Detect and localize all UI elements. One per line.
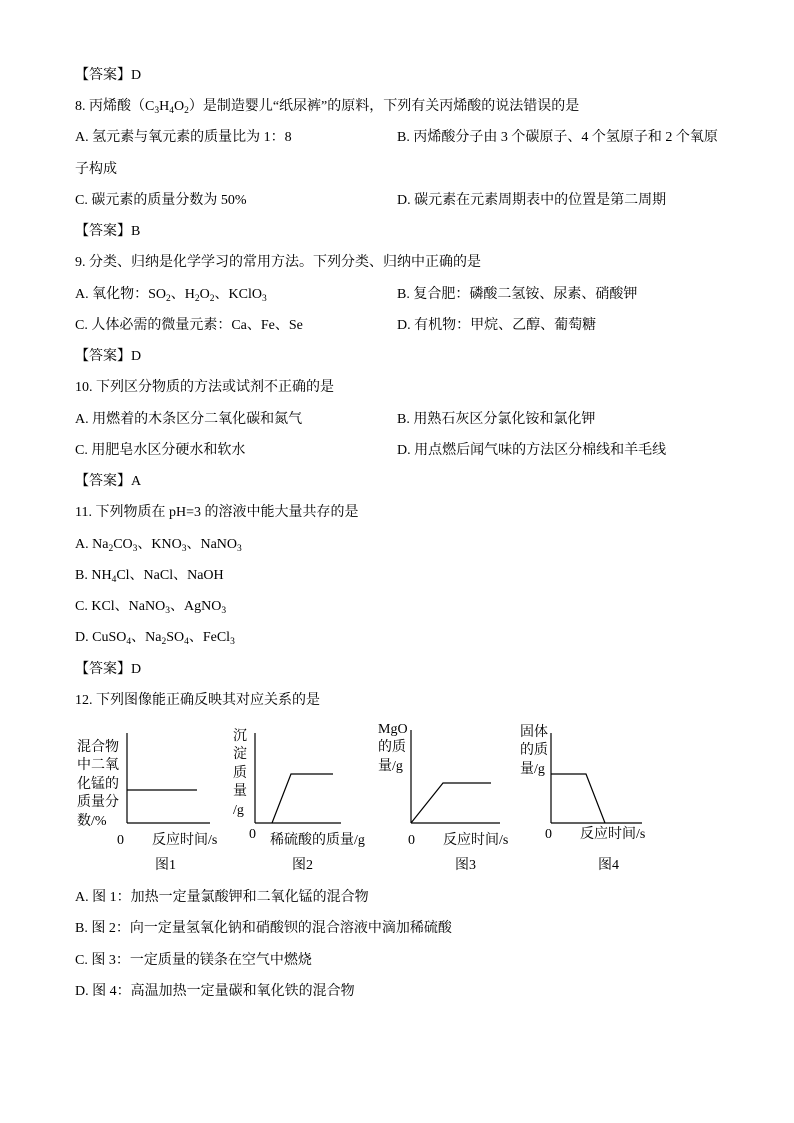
figure-3-curve (411, 783, 491, 823)
q9-option-b: B. 复合肥：磷酸二氢铵、尿素、硝酸钾 (397, 286, 638, 302)
q8-option-b: B. 丙烯酸分子由 3 个碳原子、4 个氢原子和 2 个氧原 (397, 130, 718, 146)
q12-option-c: C. 图 3：一定质量的镁条在空气中燃烧 (75, 952, 312, 968)
figure-2-origin-label: 0 (249, 827, 256, 843)
subscript: 2 (209, 293, 215, 304)
question-8-option-b-wrap (75, 154, 735, 185)
y-axis-label-line: 固体 (520, 724, 548, 740)
figure-4-origin-label: 0 (545, 827, 552, 843)
answer-q11: 【答案】D (75, 661, 142, 677)
subscript: 2 (194, 293, 200, 304)
figure-1-plot (127, 733, 210, 823)
subscript: 4 (126, 637, 132, 648)
y-axis-label-line: 质量分 (77, 795, 119, 811)
figure-4-caption: 图4 (598, 858, 619, 874)
question-10-row (75, 372, 735, 403)
question-8-row (75, 91, 735, 122)
subscript: 2 (161, 637, 167, 648)
question-12-option-b-row (75, 913, 735, 944)
q12-option-a: A. 图 1：加热一定量氯酸钾和二氧化锰的混合物 (75, 890, 369, 906)
y-axis-label-line: 量 (233, 784, 247, 800)
question-10-stem: 10. 下列区分物质的方法或试剂不正确的是 (75, 380, 334, 396)
subscript: 3 (154, 106, 160, 117)
y-axis-label-line: 量/g (520, 761, 545, 777)
subscript: 3 (237, 543, 242, 554)
figure-2-curve (272, 774, 333, 823)
answer-row (75, 466, 735, 497)
q11-option-d: D. CuSO$_4$、$Na_2SO_4$、FeCl$_3$ (75, 630, 235, 648)
question-8-stem: 8. 丙烯酸$(C_3H_4O_2)$是制造婴儿“纸尿裤”的原料，下列有关丙烯酸的说法错误的是 (75, 99, 580, 117)
q9-option-c: C. 人体必需的微量元素：Ca、Fe、Se (75, 317, 303, 333)
figure-1-x-axis-label: 反应时间/s (152, 833, 218, 849)
y-axis-label-line: 质 (233, 765, 247, 781)
figure-2-plot (255, 733, 341, 823)
q10-option-a: A. 用燃着的木条区分二氧化碳和氮气 (75, 411, 303, 427)
subscript: 3 (181, 543, 187, 554)
question-10-options-row-1 (75, 404, 735, 435)
question-9-options-row-2 (75, 310, 735, 341)
figure-2-caption: 图2 (292, 858, 313, 874)
y-axis-label-line: MgO (378, 721, 408, 737)
subscript: 2 (184, 106, 189, 117)
q8-option-c: C. 碳元素的质量分数为 50% (75, 192, 247, 208)
figure-2-y-axis-label (233, 728, 247, 821)
y-axis-label-line: 沉 (233, 728, 247, 744)
q8-option-a: A. 氢元素与氧元素的质量比为 1：8 (75, 130, 292, 146)
answer-q8: 【答案】B (75, 224, 141, 240)
question-12-stem: 12. 下列图像能正确反映其对应关系的是 (75, 692, 320, 708)
y-axis-label-line: 的质 (520, 743, 548, 759)
y-axis-label-line: /g (233, 802, 244, 818)
figure-3-origin-label: 0 (408, 833, 415, 849)
question-11-option-c-row (75, 591, 735, 622)
subscript: 3 (165, 606, 170, 617)
document-body (75, 60, 735, 1007)
y-axis-label-line: 的质 (378, 740, 406, 756)
y-axis-label-line: 数/% (77, 813, 107, 829)
subscript: 4 (169, 106, 174, 117)
y-axis-label-line: 中二氧 (77, 758, 119, 774)
subscript: 3 (221, 606, 227, 617)
answer-row (75, 654, 735, 685)
question-11-row (75, 497, 735, 528)
subscript: 3 (261, 293, 267, 304)
figure-4-curve (551, 774, 605, 823)
question-10-options-row-2 (75, 435, 735, 466)
q8-option-b-continued: 子构成 (75, 161, 117, 177)
question-12-option-a-row (75, 882, 735, 913)
question-8-options-row-1 (75, 122, 735, 153)
subscript: 4 (111, 574, 117, 585)
y-axis-label-line: 混合物 (77, 739, 119, 755)
q9-option-d: D. 有机物：甲烷、乙醇、葡萄糖 (397, 317, 597, 333)
question-9-options-row-1 (75, 279, 735, 310)
question-11-stem: 11. 下列物质在 pH=3 的溶液中能大量共存的是 (75, 505, 359, 521)
question-11-option-d-row (75, 622, 735, 653)
question-9-stem: 9. 分类、归纳是化学学习的常用方法。下列分类、归纳中正确的是 (75, 255, 481, 271)
subscript: 2 (166, 293, 171, 304)
figure-4-x-axis-label: 反应时间/s (580, 827, 646, 843)
subscript: 3 (132, 543, 138, 554)
question-11-option-b-row (75, 560, 735, 591)
question-12-option-d-row (75, 976, 735, 1007)
figure-3-y-axis-label (378, 721, 408, 777)
question-11-option-a-row (75, 529, 735, 560)
y-axis-label-line: 化锰的 (77, 776, 119, 792)
figure-1-y-axis-label (77, 739, 119, 832)
q9-option-a: A. 氧化物：$SO_2$、$H_2O_2$、KClO$_3$ (75, 286, 267, 304)
subscript: 3 (230, 637, 235, 648)
subscript: 4 (184, 637, 189, 648)
q11-option-c: C. KCl、NaNO$_3$、AgNO$_3$ (75, 599, 227, 617)
figure-1-origin-label: 0 (117, 833, 124, 849)
q11-option-b: B. $NH_4Cl$、NaCl、NaOH (75, 567, 224, 585)
q12-option-d: D. 图 4：高温加热一定量碳和氧化铁的混合物 (75, 983, 355, 999)
figure-3-caption: 图3 (455, 858, 476, 874)
q11-option-a: A. $Na_2CO_3$、$KNO_3$、NaNO$_3$ (75, 536, 242, 554)
figure-1-caption: 图1 (155, 858, 176, 874)
q10-option-c: C. 用肥皂水区分硬水和软水 (75, 442, 246, 458)
figure-2-x-axis-label: 稀硫酸的质量/g (270, 833, 365, 849)
y-axis-label-line: 量/g (378, 758, 403, 774)
y-axis-label-line: 淀 (233, 747, 247, 763)
subscript: 2 (108, 543, 114, 554)
answer-q10: 【答案】A (75, 474, 142, 490)
answer-row (75, 216, 735, 247)
question-12-figures (0, 716, 794, 882)
q12-option-b: B. 图 2：向一定量氢氧化钠和硝酸钡的混合溶液中滴加稀硫酸 (75, 921, 452, 937)
figure-3-plot (411, 730, 500, 823)
q8-option-d: D. 碳元素在元素周期表中的位置是第二周期 (397, 192, 667, 208)
figure-4-y-axis-label (520, 724, 548, 780)
question-12-option-c-row (75, 945, 735, 976)
question-8-options-row-2 (75, 185, 735, 216)
answer-q7: 【答案】D (75, 67, 142, 83)
figure-3-x-axis-label: 反应时间/s (443, 833, 509, 849)
answer-row (75, 60, 735, 91)
q10-option-d: D. 用点燃后闻气味的方法区分棉线和羊毛线 (397, 442, 667, 458)
figure-4-plot (551, 733, 642, 823)
answer-row (75, 341, 735, 372)
question-12-row (75, 685, 735, 716)
q10-option-b: B. 用熟石灰区分氯化铵和氯化钾 (397, 411, 596, 427)
answer-q9: 【答案】D (75, 349, 142, 365)
question-9-row (75, 247, 735, 278)
